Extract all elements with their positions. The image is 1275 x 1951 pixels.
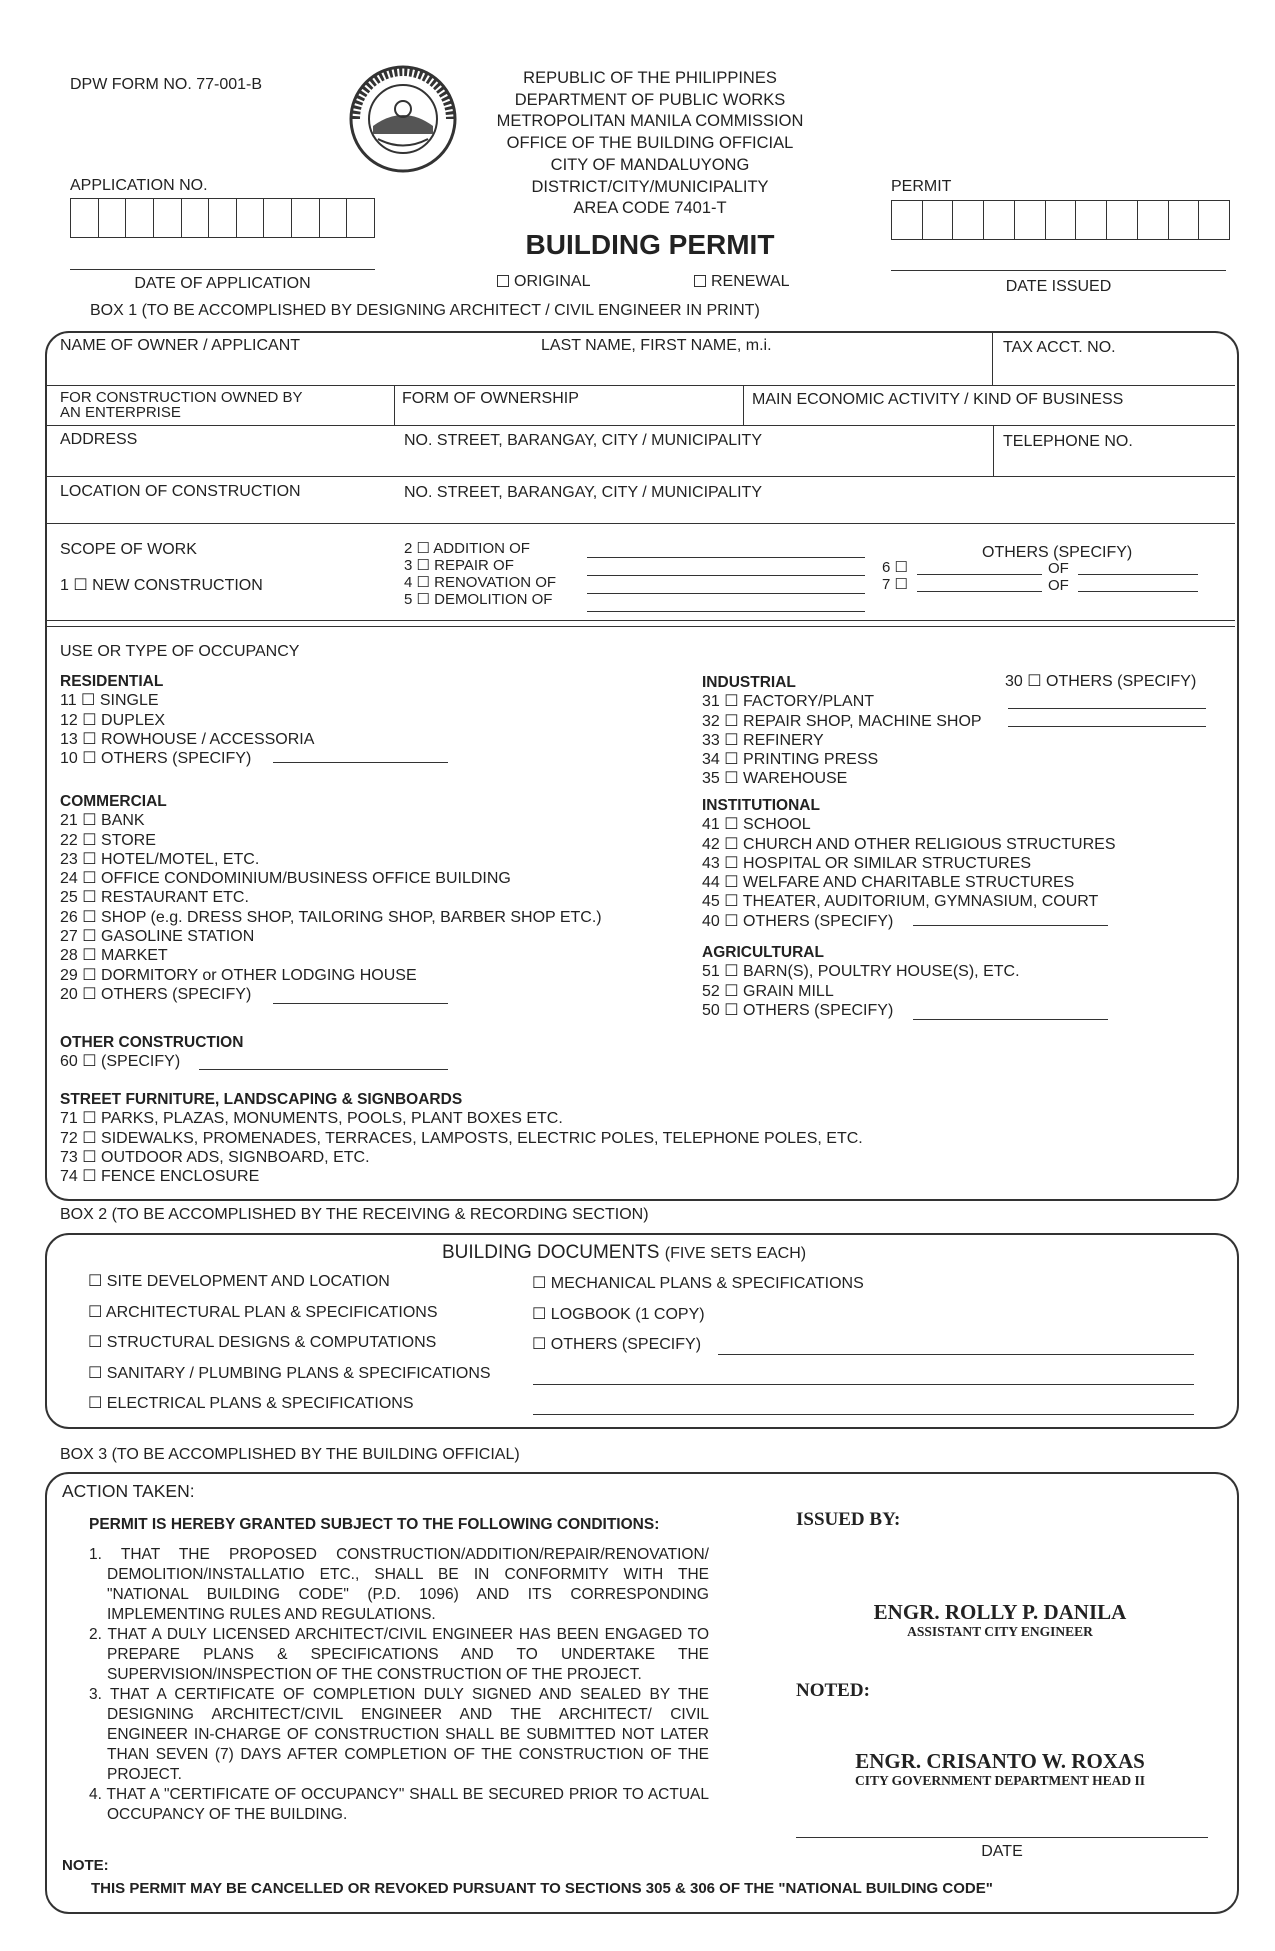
date-signature-line[interactable]: [796, 1837, 1208, 1838]
noted-label: NOTED:: [796, 1680, 870, 1701]
scope-items: [404, 540, 556, 608]
sf-sidewalks[interactable]: 72 ☐ SIDEWALKS, PROMENADES, TERRACES, LAMPOSTS, ELECTRIC POLES, TELEPHONE POLES, ETC.: [60, 1129, 863, 1147]
noter-name: ENGR. CRISANTO W. ROXAS: [855, 1749, 1145, 1773]
address-label: ADDRESS: [60, 431, 138, 448]
res-duplex[interactable]: 12 ☐ DUPLEX: [60, 711, 166, 729]
box3-caption: BOX 3 (TO BE ACCOMPLISHED BY THE BUILDING OFFICIAL): [60, 1446, 520, 1463]
ownership-label: FORM OF OWNERSHIP: [402, 390, 579, 407]
scope-demolition[interactable]: 5 ☐ DEMOLITION OF: [404, 591, 553, 608]
com-dormitory[interactable]: 29 ☐ DORMITORY or OTHER LODGING HOUSE: [60, 966, 417, 984]
institutional-title: INSTITUTIONAL: [702, 797, 820, 814]
building-documents-title: [442, 1242, 806, 1265]
date-label: DATE: [981, 1843, 1023, 1860]
of-label-2: OF: [1048, 577, 1069, 594]
agricultural-list: [702, 944, 1020, 1021]
scope-repair[interactable]: 3 ☐ REPAIR OF: [404, 557, 514, 574]
city-seal: [348, 64, 458, 174]
original-checkbox[interactable]: [497, 273, 590, 291]
residential-list: [60, 673, 314, 769]
issuer-title: ASSISTANT CITY ENGINEER: [907, 1624, 1093, 1639]
permit-label: PERMIT: [891, 178, 952, 195]
date-of-application-line[interactable]: [70, 269, 375, 270]
commercial-title: COMMERCIAL: [60, 793, 167, 810]
conditions-list: [89, 1545, 709, 1825]
original-label: ORIGINAL: [514, 273, 591, 290]
other-construction-list: [60, 1034, 243, 1073]
economic-label: MAIN ECONOMIC ACTIVITY / KIND OF BUSINESS: [752, 391, 1124, 408]
inst-school[interactable]: 41 ☐ SCHOOL: [702, 816, 811, 834]
scope-other-7[interactable]: 7 ☐: [882, 576, 908, 593]
scope-new-construction[interactable]: 1 ☐ NEW CONSTRUCTION: [60, 577, 263, 594]
other-construction-specify[interactable]: 60 ☐ (SPECIFY): [60, 1053, 181, 1071]
agr-others[interactable]: 50 ☐ OTHERS (SPECIFY): [702, 1001, 894, 1019]
agricultural-title: AGRICULTURAL: [702, 944, 824, 961]
sf-parks[interactable]: 71 ☐ PARKS, PLAZAS, MONUMENTS, POOLS, PLANT BOXES ETC.: [60, 1110, 563, 1128]
noter-title: CITY GOVERNMENT DEPARTMENT HEAD II: [854, 1773, 1146, 1788]
street-furniture-title: STREET FURNITURE, LANDSCAPING & SIGNBOARDS: [60, 1091, 463, 1108]
scope-label: SCOPE OF WORK: [60, 541, 197, 558]
renewal-checkbox[interactable]: [694, 273, 790, 291]
date-issued-label: DATE ISSUED: [1005, 278, 1112, 295]
condition-1: 1. THAT THE PROPOSED CONSTRUCTION/ADDITION/REPAIR/RENOVATION/ DEMOLITION/INSTALLATIO ETC., SHALL BE IN CONFORMITY WITH THE "NATIONAL BUILDING CODE" (P.D. 1096) AND ITS CORRESPONDING IMPLEMENTING RULES AND REGULATIONS.: [89, 1546, 709, 1623]
ind-refinery[interactable]: 33 ☐ REFINERY: [702, 731, 824, 749]
scope-others-label: OTHERS (SPECIFY): [982, 544, 1133, 561]
agr-barn[interactable]: 51 ☐ BARN(S), POULTRY HOUSE(S), ETC.: [702, 963, 1020, 981]
ind-factory[interactable]: 31 ☐ FACTORY/PLANT: [702, 693, 875, 711]
box1-caption: BOX 1 (TO BE ACCOMPLISHED BY DESIGNING ARCHITECT / CIVIL ENGINEER IN PRINT): [90, 302, 760, 319]
of-label-1: OF: [1048, 560, 1069, 577]
agency-line-6: DISTRICT/CITY/MUNICIPALITY: [531, 177, 769, 196]
inst-others[interactable]: 40 ☐ OTHERS (SPECIFY): [702, 912, 894, 930]
sf-outdoor-ads[interactable]: 73 ☐ OUTDOOR ADS, SIGNBOARD, ETC.: [60, 1148, 370, 1166]
com-gasoline[interactable]: 27 ☐ GASOLINE STATION: [60, 928, 255, 946]
res-single[interactable]: 11 ☐ SINGLE: [60, 692, 159, 710]
box2-left-list: [88, 1273, 491, 1413]
scope-addition[interactable]: 2 ☐ ADDITION OF: [404, 540, 530, 557]
telephone-label: TELEPHONE NO.: [1003, 433, 1133, 450]
agency-line-1: REPUBLIC OF THE PHILIPPINES: [523, 69, 777, 87]
com-market[interactable]: 28 ☐ MARKET: [60, 947, 168, 965]
enterprise-label: FOR CONSTRUCTION OWNED BY AN ENTERPRISE: [60, 389, 303, 421]
other-construction-title: OTHER CONSTRUCTION: [60, 1034, 244, 1051]
note-label: NOTE:: [62, 1857, 109, 1874]
agency-line-7: AREA CODE 7401-T: [573, 199, 727, 218]
ind-printing[interactable]: 34 ☐ PRINTING PRESS: [702, 751, 879, 769]
agency-line-4: OFFICE OF THE BUILDING OFFICIAL: [506, 134, 794, 153]
residential-title: RESIDENTIAL: [60, 673, 164, 690]
com-restaurant[interactable]: 25 ☐ RESTAURANT ETC.: [60, 889, 249, 907]
doc-mechanical[interactable]: ☐ MECHANICAL PLANS & SPECIFICATIONS: [532, 1275, 864, 1292]
commercial-list: [60, 793, 602, 1005]
industrial-title: INDUSTRIAL: [702, 674, 796, 691]
com-shop[interactable]: 26 ☐ SHOP (e.g. DRESS SHOP, TAILORING SHOP, BARBER SHOP ETC.): [60, 908, 602, 926]
note-text: THIS PERMIT MAY BE CANCELLED OR REVOKED PURSUANT TO SECTIONS 305 & 306 OF THE "NATIONAL BUILDING CODE": [91, 1880, 993, 1897]
form-number: DPW FORM NO. 77-001-B: [70, 76, 263, 93]
city-seal-icon: [348, 64, 458, 174]
com-store[interactable]: 22 ☐ STORE: [60, 831, 156, 849]
location-hint: NO. STREET, BARANGAY, CITY / MUNICIPALITY: [404, 484, 762, 501]
doc-logbook[interactable]: ☐ LOGBOOK (1 COPY): [532, 1305, 705, 1323]
condition-3: 3. THAT A CERTIFICATE OF COMPLETION DULY SIGNED AND SEALED BY THE DESIGNING ARCHITECT/CIVIL ENGINEER AND THE ARCHITECT/ CIVIL ENGINEER IN-CHARGE OF CONSTRUCTION SHALL BE SUBMITTED NOT LATER THAN SEVEN (7) DAYS AFTER COMPLETION OF THE CONSTRUCTION OF THE PROJECT.: [89, 1686, 709, 1783]
ind-warehouse[interactable]: 35 ☐ WAREHOUSE: [702, 770, 848, 788]
com-bank[interactable]: 21 ☐ BANK: [60, 812, 145, 830]
renewal-label: RENEWAL: [711, 273, 790, 290]
com-hotel[interactable]: 23 ☐ HOTEL/MOTEL, ETC.: [60, 850, 260, 868]
doc-sanitary[interactable]: ☐ SANITARY / PLUMBING PLANS & SPECIFICATIONS: [88, 1364, 491, 1382]
box2-right-list: [532, 1275, 864, 1354]
tax-label: TAX ACCT. NO.: [1003, 339, 1116, 356]
permit-no-field[interactable]: [891, 200, 1230, 240]
doc-electrical[interactable]: ☐ ELECTRICAL PLANS & SPECIFICATIONS: [88, 1395, 414, 1412]
issuer-name: ENGR. ROLLY P. DANILA: [873, 1600, 1127, 1624]
action-taken-label: ACTION TAKEN:: [62, 1481, 195, 1501]
application-no-label: APPLICATION NO.: [70, 177, 208, 194]
ind-others[interactable]: 30 ☐ OTHERS (SPECIFY): [1005, 673, 1197, 690]
res-rowhouse[interactable]: 13 ☐ ROWHOUSE / ACCESSORIA: [60, 730, 315, 748]
doc-architectural[interactable]: ☐ ARCHITECTURAL PLAN & SPECIFICATIONS: [88, 1303, 438, 1321]
owner-label: NAME OF OWNER / APPLICANT: [60, 337, 301, 354]
street-furniture-list: [60, 1091, 863, 1187]
inst-church[interactable]: 42 ☐ CHURCH AND OTHER RELIGIOUS STRUCTURES: [702, 835, 1116, 853]
scope-other-6[interactable]: 6 ☐: [882, 559, 908, 576]
occupancy-label: USE OR TYPE OF OCCUPANCY: [60, 643, 300, 660]
agency-line-3: METROPOLITAN MANILA COMMISSION: [496, 112, 804, 131]
box2-caption: BOX 2 (TO BE ACCOMPLISHED BY THE RECEIVING & RECORDING SECTION): [60, 1206, 649, 1223]
building-documents-note: (FIVE SETS EACH): [664, 1245, 807, 1262]
conditions-title: PERMIT IS HEREBY GRANTED SUBJECT TO THE FOLLOWING CONDITIONS:: [89, 1516, 660, 1533]
building-documents-label: BUILDING DOCUMENTS: [442, 1242, 660, 1263]
com-office[interactable]: 24 ☐ OFFICE CONDOMINIUM/BUSINESS OFFICE BUILDING: [60, 870, 511, 888]
inst-theater[interactable]: 45 ☐ THEATER, AUDITORIUM, GYMNASIUM, COURT: [702, 893, 1099, 911]
application-no-field[interactable]: [70, 198, 375, 238]
address-hint: NO. STREET, BARANGAY, CITY / MUNICIPALITY: [404, 432, 762, 449]
doc-structural[interactable]: ☐ STRUCTURAL DESIGNS & COMPUTATIONS: [88, 1334, 437, 1351]
inst-welfare[interactable]: 44 ☐ WELFARE AND CHARITABLE STRUCTURES: [702, 874, 1075, 892]
doc-site-development[interactable]: ☐ SITE DEVELOPMENT AND LOCATION: [88, 1273, 390, 1290]
date-of-application-label: DATE OF APPLICATION: [134, 275, 311, 292]
inst-hospital[interactable]: 43 ☐ HOSPITAL OR SIMILAR STRUCTURES: [702, 854, 1032, 872]
condition-2: 2. THAT A DULY LICENSED ARCHITECT/CIVIL ENGINEER HAS BEEN ENGAGED TO PREPARE PLANS & SPECIFICATIONS AND TO UNDERTAKE THE SUPERVISION/INSPECTION OF THE CONSTRUCTION OF THE PROJECT.: [89, 1626, 709, 1683]
date-issued-line[interactable]: [891, 270, 1226, 271]
page-title: BUILDING PERMIT: [525, 229, 775, 260]
institutional-list: [702, 797, 1116, 932]
doc-others[interactable]: ☐ OTHERS (SPECIFY): [532, 1336, 702, 1353]
agency-line-2: DEPARTMENT OF PUBLIC WORKS: [514, 90, 786, 109]
agency-block: [455, 68, 845, 220]
res-others[interactable]: 10 ☐ OTHERS (SPECIFY): [60, 750, 252, 768]
agr-grain-mill[interactable]: 52 ☐ GRAIN MILL: [702, 982, 834, 1000]
location-label: LOCATION OF CONSTRUCTION: [60, 483, 301, 500]
scope-renovation[interactable]: 4 ☐ RENOVATION OF: [404, 574, 557, 591]
owner-hint: LAST NAME, FIRST NAME, m.i.: [541, 337, 772, 354]
industrial-list: [702, 674, 982, 790]
ind-repair[interactable]: 32 ☐ REPAIR SHOP, MACHINE SHOP: [702, 712, 982, 730]
sf-fence[interactable]: 74 ☐ FENCE ENCLOSURE: [60, 1168, 260, 1186]
com-others[interactable]: 20 ☐ OTHERS (SPECIFY): [60, 985, 252, 1003]
condition-4: 4. THAT A "CERTIFICATE OF OCCUPANCY" SHALL BE SECURED PRIOR TO ACTUAL OCCUPANCY OF THE BUILDING.: [89, 1786, 709, 1823]
agency-line-5: CITY OF MANDALUYONG: [550, 155, 750, 174]
issued-by-label: ISSUED BY:: [796, 1509, 901, 1530]
